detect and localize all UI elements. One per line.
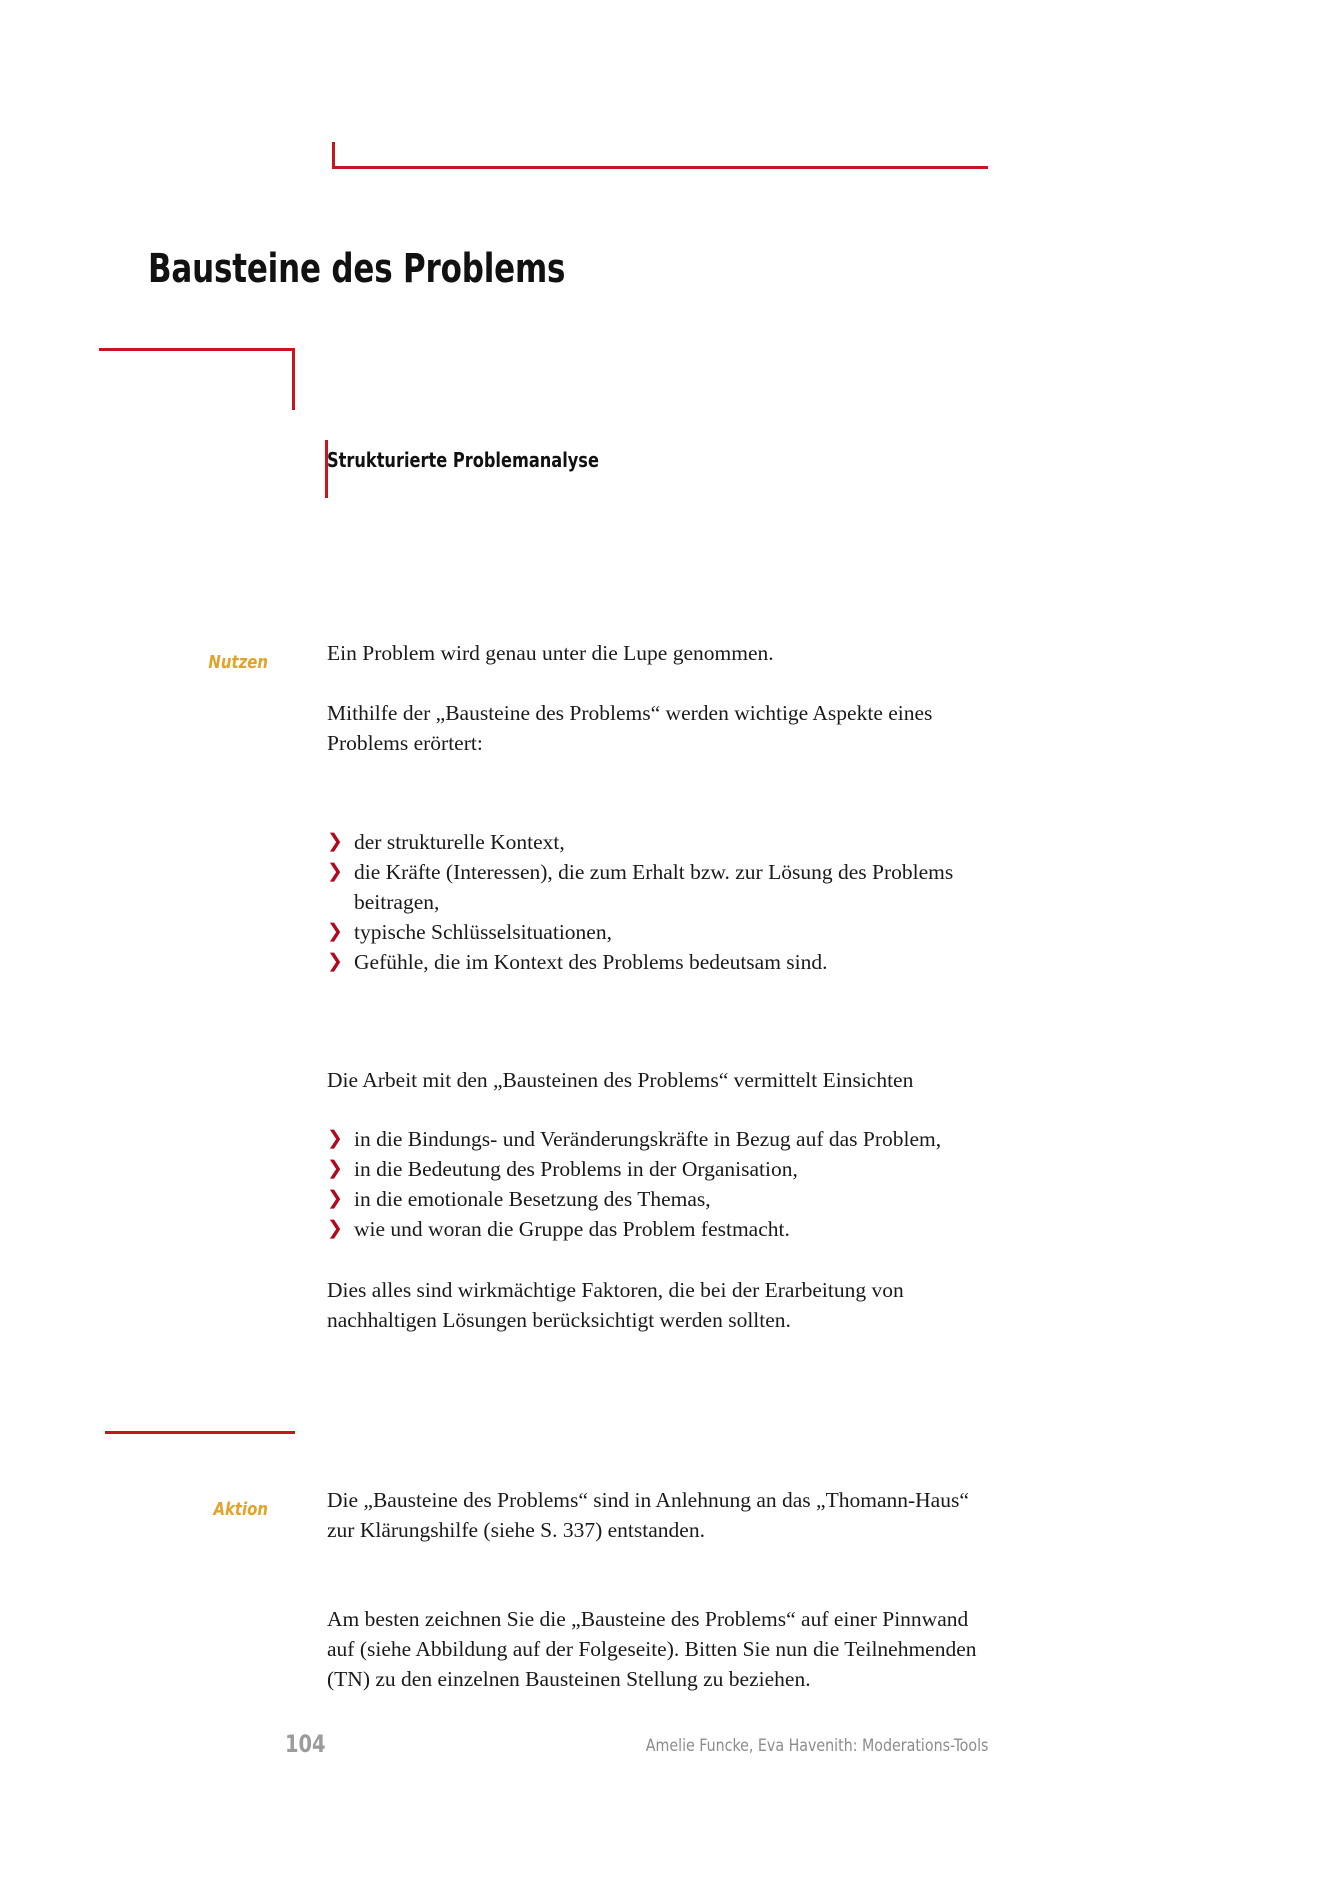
list-item [327, 917, 999, 947]
decorative-rule-top-horizontal [332, 166, 988, 169]
list-item [327, 1154, 999, 1184]
list-item-label: Gefühle, die im Kontext des Problems bedeutsam sind. [354, 950, 828, 974]
arrow-right-icon: ❯ [327, 1218, 343, 1239]
section-divider-rule [105, 1431, 295, 1434]
footer-credit: Amelie Funcke, Eva Havenith: Moderations-Tools [645, 1736, 988, 1756]
paragraph: Die Arbeit mit den „Bausteinen des Problems“ vermittelt Einsichten [327, 1068, 914, 1092]
list-item [327, 1184, 999, 1214]
decorative-rule-top-vertical [332, 142, 335, 169]
nutzen-paragraph-2 [327, 698, 999, 758]
list-item [327, 1214, 999, 1244]
list-item-label: der strukturelle Kontext, [354, 830, 565, 854]
paragraph: Ein Problem wird genau unter die Lupe genommen. [327, 641, 774, 665]
arrow-right-icon: ❯ [327, 861, 343, 882]
aktion-paragraph-1 [327, 1485, 999, 1545]
list-item-label: typische Schlüsselsituationen, [354, 920, 612, 944]
paragraph: Die „Bausteine des Problems“ sind in Anlehnung an das „Thomann-Haus“ zur Klärungshilfe (siehe S. 337) entstanden. [327, 1488, 969, 1542]
arrow-right-icon: ❯ [327, 1188, 343, 1209]
list-item-label: wie und woran die Gruppe das Problem festmacht. [354, 1217, 790, 1241]
list-item-label: in die Bindungs- und Veränderungskräfte in Bezug auf das Problem, [354, 1127, 942, 1151]
aktion-paragraph-2 [327, 1604, 999, 1694]
nutzen-paragraph-end [327, 1275, 999, 1335]
paragraph: Am besten zeichnen Sie die „Bausteine des Problems“ auf einer Pinnwand auf (siehe Abbildung auf der Folgeseite). Bitten Sie nun die Teilnehmenden (TN) zu den einzelnen Bausteinen Stellung zu beziehen. [327, 1607, 977, 1691]
nutzen-list-two [327, 1124, 999, 1244]
nutzen-list-one [327, 827, 999, 977]
bullet-list [327, 1124, 999, 1244]
arrow-right-icon: ❯ [327, 831, 343, 852]
list-item-label: in die emotionale Besetzung des Themas, [354, 1187, 711, 1211]
arrow-right-icon: ❯ [327, 1128, 343, 1149]
arrow-right-icon: ❯ [327, 921, 343, 942]
list-item-label: in die Bedeutung des Problems in der Organisation, [354, 1157, 798, 1181]
page-title: Bausteine des Problems [148, 246, 566, 292]
nutzen-paragraph-1 [327, 638, 999, 668]
bullet-list [327, 827, 999, 977]
nutzen-paragraph-mid [327, 1065, 999, 1095]
list-item-label: die Kräfte (Interessen), die zum Erhalt bzw. zur Lösung des Problems beitragen, [354, 860, 954, 914]
paragraph: Mithilfe der „Bausteine des Problems“ werden wichtige Aspekte eines Problems erörtert: [327, 701, 933, 755]
paragraph: Dies alles sind wirkmächtige Faktoren, die bei der Erarbeitung von nachhaltigen Lösungen berücksichtigt werden sollten. [327, 1278, 904, 1332]
list-item [327, 947, 999, 977]
decorative-rule-left-horizontal [99, 348, 295, 351]
list-item [327, 1124, 999, 1154]
arrow-right-icon: ❯ [327, 951, 343, 972]
footer-page-number: 104 [285, 1730, 326, 1758]
list-item [327, 827, 999, 857]
arrow-right-icon: ❯ [327, 1158, 343, 1179]
list-item [327, 857, 999, 917]
margin-label-aktion: Aktion [213, 1499, 268, 1520]
decorative-rule-left-vertical [292, 348, 295, 410]
section-subheading: Strukturierte Problemanalyse [327, 448, 599, 472]
margin-label-nutzen: Nutzen [208, 652, 268, 673]
